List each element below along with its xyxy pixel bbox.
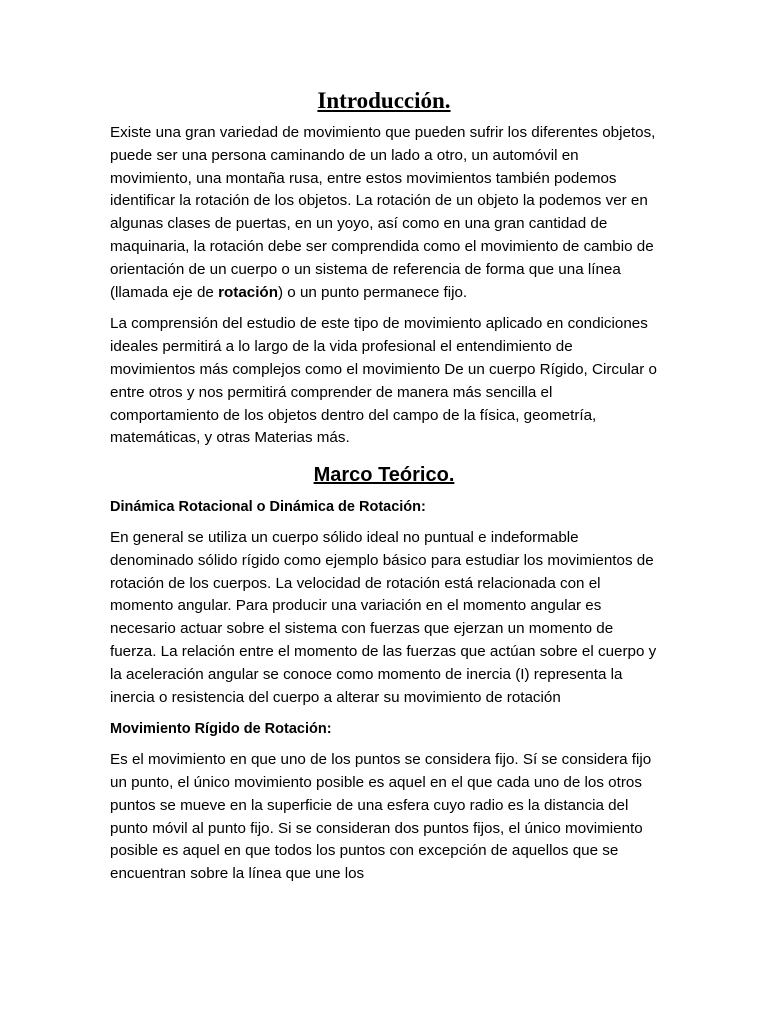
intro-heading: Introducción. xyxy=(317,88,451,113)
intro-paragraph-1-tail: ) o un punto permanece fijo. xyxy=(278,283,468,301)
document-page xyxy=(110,86,658,895)
subheading-dinamica-rotacional: Dinámica Rotacional o Dinámica de Rotación: xyxy=(110,499,426,516)
intro-paragraph-1-bold: rotación xyxy=(218,283,278,301)
intro-paragraph-1 xyxy=(110,122,658,304)
intro-paragraph-1-text: Existe una gran variedad de movimiento que pueden sufrir los diferentes objetos, puede ser una persona caminando de un lado a otro, un automóvil en movimiento, una montaña rusa, entre estos movimientos también podemos identificar la rotación de los objetos. La rotación de un objeto la podemos ver en algunas clases de puertas, en un yoyo, así como en una gran cantidad de maquinaria, la rotación debe ser comprendida como el movimiento de cambio de orientación de un cuerpo o un sistema de referencia de forma que una línea (llamada eje de xyxy=(110,124,656,301)
marco-heading: Marco Teórico. xyxy=(313,464,455,487)
subheading-movimiento-rigido: Movimiento Rígido de Rotación: xyxy=(110,721,332,738)
marco-paragraph-1: En general se utiliza un cuerpo sólido ideal no puntual e indeformable denominado sólido rígido como ejemplo básico para estudiar los movimientos de rotación de los cuerpos. La velocidad de rotación está relacionada con el momento angular. Para producir una variación en el momento angular es necesario actuar sobre el sistema con fuerzas que ejerzan un momento de fuerza. La relación entre el momento de las fuerzas que actúan sobre el cuerpo y la aceleración angular se conoce como momento de inercia (I) representa la inercia o resistencia del cuerpo a alterar su movimiento de rotación xyxy=(110,528,657,706)
intro-paragraph-2: La comprensión del estudio de este tipo de movimiento aplicado en condiciones ideales permitirá a lo largo de la vida profesional el entendimiento de movimientos más complejos como el movimiento De un cuerpo Rígido, Circular o entre otros y nos permitirá comprender de manera más sencilla el comportamiento de los objetos dentro del campo de la física, geometría, matemáticas, y otras Materias más. xyxy=(110,315,657,447)
marco-paragraph-2: Es el movimiento en que uno de los puntos se considera fijo. Sí se considera fijo un punto, el único movimiento posible es aquel en el que cada uno de los otros puntos se mueve en la superficie de una esfera cuyo radio es la distancia del punto móvil al punto fijo. Si se consideran dos puntos fijos, el único movimiento posible es aquel en que todos los puntos con excepción de aquellos que se encuentran sobre la línea que une los xyxy=(110,751,652,883)
